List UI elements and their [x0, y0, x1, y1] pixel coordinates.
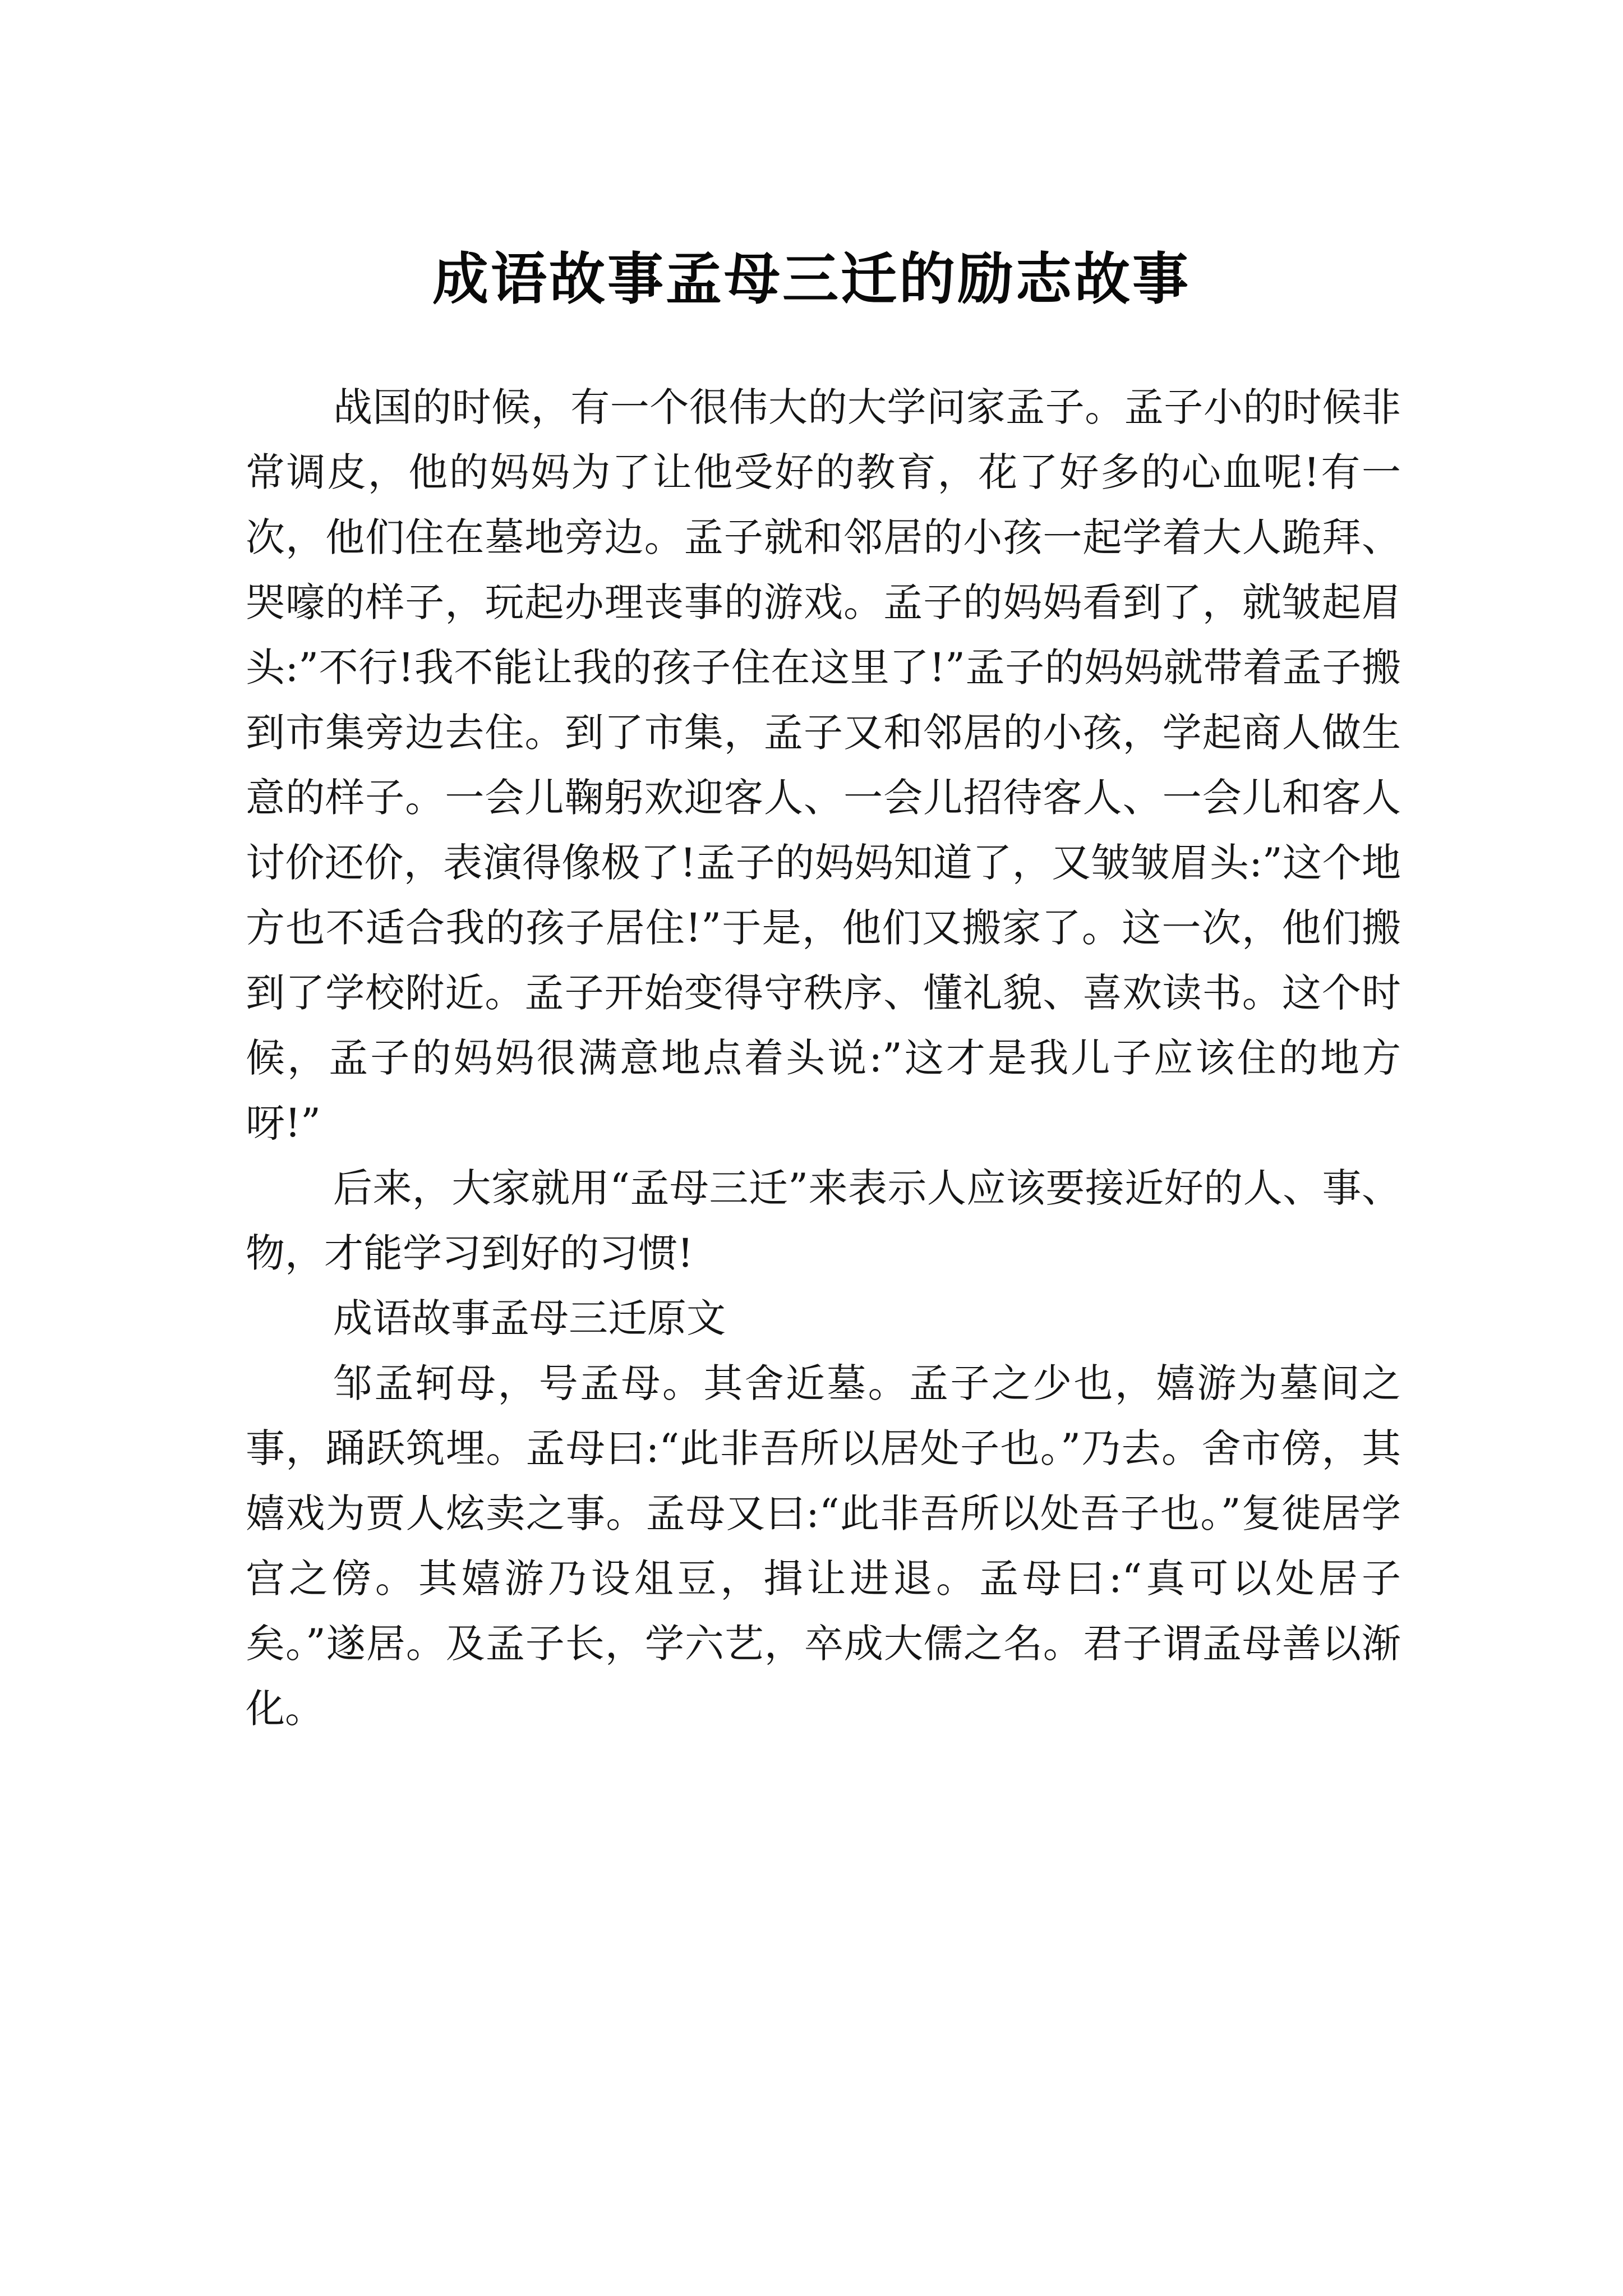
story-paragraph: 战国的时候，有一个很伟大的大学问家孟子。孟子小的时候非常调皮，他的妈妈为了让他受好的教育，花了好多的心血呢!有一次，他们住在墓地旁边。孟子就和邻居的小孩一起学着大人跪拜、哭嚎的样子，玩起办理丧事的游戏。孟子的妈妈看到了，就皱起眉头:”不行!我不能让我的孩子住在这里了!”孟子的妈妈就带着孟子搬到市集旁边去住。到了市集，孟子又和邻居的小孩，学起商人做生意的样子。一会儿鞠躬欢迎客人、一会儿招待客人、一会儿和客人讨价还价，表演得像极了!孟子的妈妈知道了，又皱皱眉头:”这个地方也不适合我的孩子居住!”于是，他们又搬家了。这一次，他们搬到了学校附近。孟子开始变得守秩序、懂礼貌、喜欢读书。这个时候，孟子的妈妈很满意地点着头说:”这才是我儿子应该住的地方呀!”	[246, 384, 1401, 1146]
original-text-heading: 成语故事孟母三迁原文	[333, 1295, 726, 1341]
document-body	[246, 375, 1401, 1741]
document-title: 成语故事孟母三迁的励志故事	[432, 246, 1191, 312]
conclusion-paragraph: 后来，大家就用“孟母三迁”来表示人应该要接近好的人、事、物，才能学习到好的习惯!	[246, 1165, 1401, 1276]
original-text-paragraph: 邹孟轲母，号孟母。其舍近墓。孟子之少也，嬉游为墓间之事，踊跃筑埋。孟母曰:“此非吾所以居处子也。”乃去。舍市傍，其嬉戏为贾人炫卖之事。孟母又曰:“此非吾所以处吾子也。”复徙居学宫之傍。其嬉游乃设俎豆，揖让进退。孟母曰:“真可以处居子矣。”遂居。及孟子长，学六艺，卒成大儒之名。君子谓孟母善以渐化。	[246, 1360, 1401, 1732]
